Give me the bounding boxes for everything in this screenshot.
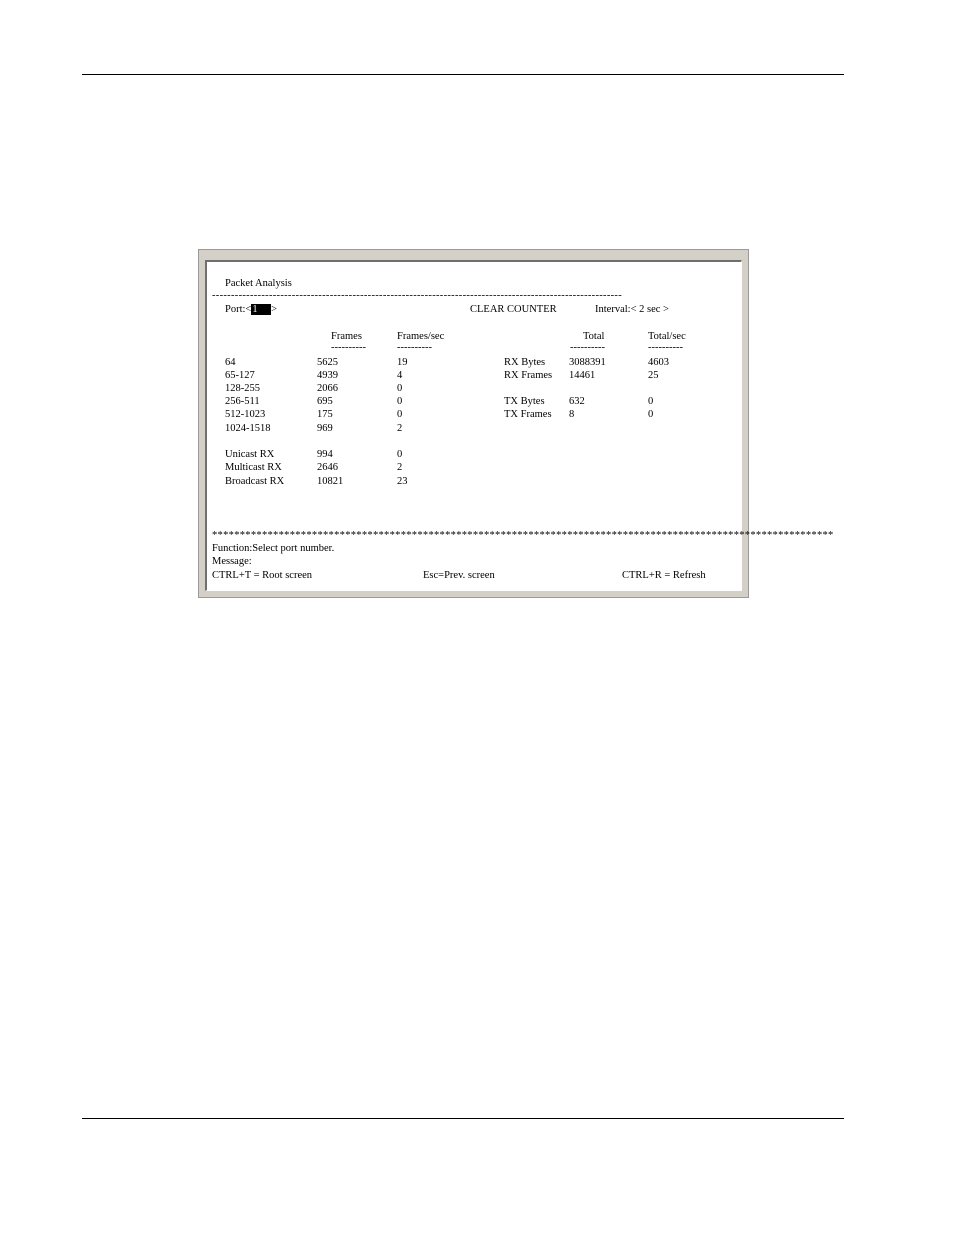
interval-field[interactable] xyxy=(595,303,669,316)
port-input-pad xyxy=(259,304,272,315)
cast-row-frames: 994 xyxy=(317,449,333,460)
cast-row-fps: 2 xyxy=(397,462,403,473)
cast-row-fps: 0 xyxy=(397,449,403,460)
prev-screen-shortcut[interactable]: Esc=Prev. screen xyxy=(423,570,495,581)
port-open-bracket: < xyxy=(245,304,252,315)
totals-row-per-sec: 25 xyxy=(648,370,659,381)
total-sec-underline: ---------- xyxy=(648,342,683,353)
totals-row-label: TX Bytes xyxy=(504,396,545,407)
bottom-rule xyxy=(82,1118,844,1119)
top-separator: ------------------------------------------------------------------------------------------------------------ xyxy=(212,290,623,301)
size-row-frames: 969 xyxy=(317,423,333,434)
size-row-fps: 4 xyxy=(397,370,403,381)
size-row-fps: 0 xyxy=(397,396,403,407)
screen-title: Packet Analysis xyxy=(225,278,292,289)
size-row-frames: 4939 xyxy=(317,370,338,381)
frames-sec-underline: ---------- xyxy=(397,342,432,353)
size-row-label: 1024-1518 xyxy=(225,423,271,434)
root-screen-shortcut[interactable]: CTRL+T = Root screen xyxy=(212,570,313,581)
interval-label: Interval: xyxy=(595,304,631,315)
totals-row-per-sec: 0 xyxy=(648,409,654,420)
port-close-bracket: > xyxy=(271,304,278,315)
clear-counter-button[interactable]: CLEAR COUNTER xyxy=(470,304,557,315)
totals-row-per-sec: 0 xyxy=(648,396,654,407)
totals-row-label: RX Frames xyxy=(504,370,553,381)
cast-row-label: Multicast RX xyxy=(225,462,282,473)
port-field[interactable] xyxy=(225,303,277,316)
size-row-label: 128-255 xyxy=(225,383,260,394)
port-label: Port: xyxy=(225,304,246,315)
packet-analysis-screen xyxy=(198,249,834,598)
function-line xyxy=(212,542,334,555)
size-row-label: 64 xyxy=(225,357,236,368)
size-row-label: 512-1023 xyxy=(225,409,266,420)
size-row-fps: 0 xyxy=(397,383,403,394)
size-row-frames: 175 xyxy=(317,409,333,420)
interval-value[interactable]: < 2 sec > xyxy=(630,304,669,315)
frames-sec-header: Frames/sec xyxy=(397,331,445,342)
size-row-frames: 695 xyxy=(317,396,333,407)
totals-row-total: 632 xyxy=(569,396,585,407)
totals-row-total: 3088391 xyxy=(569,357,606,368)
cast-row-label: Broadcast RX xyxy=(225,476,285,487)
cast-row-frames: 2646 xyxy=(317,462,338,473)
cast-row-frames: 10821 xyxy=(317,476,344,487)
top-rule xyxy=(82,74,844,75)
function-text: Select port number. xyxy=(252,543,335,554)
refresh-shortcut[interactable]: CTRL+R = Refresh xyxy=(622,570,706,581)
total-underline: ---------- xyxy=(570,342,605,353)
size-row-fps: 19 xyxy=(397,357,408,368)
totals-row-total: 8 xyxy=(569,409,575,420)
cast-row-fps: 23 xyxy=(397,476,408,487)
totals-row-total: 14461 xyxy=(569,370,596,381)
cast-row-label: Unicast RX xyxy=(225,449,275,460)
frames-underline: ---------- xyxy=(331,342,366,353)
message-label: Message: xyxy=(212,556,252,567)
total-header: Total xyxy=(583,331,605,342)
function-label: Function: xyxy=(212,543,253,554)
frames-header: Frames xyxy=(331,331,362,342)
size-row-frames: 2066 xyxy=(317,383,338,394)
total-sec-header: Total/sec xyxy=(648,331,686,342)
totals-row-label: TX Frames xyxy=(504,409,552,420)
bottom-separator: **************************************************************************************************************** xyxy=(212,530,834,541)
size-row-label: 256-511 xyxy=(225,396,260,407)
port-input[interactable]: 1 xyxy=(252,304,258,315)
size-row-label: 65-127 xyxy=(225,370,255,381)
size-row-frames: 5625 xyxy=(317,357,338,368)
totals-row-per-sec: 4603 xyxy=(648,357,669,368)
size-row-fps: 2 xyxy=(397,423,403,434)
size-row-fps: 0 xyxy=(397,409,403,420)
totals-row-label: RX Bytes xyxy=(504,357,546,368)
